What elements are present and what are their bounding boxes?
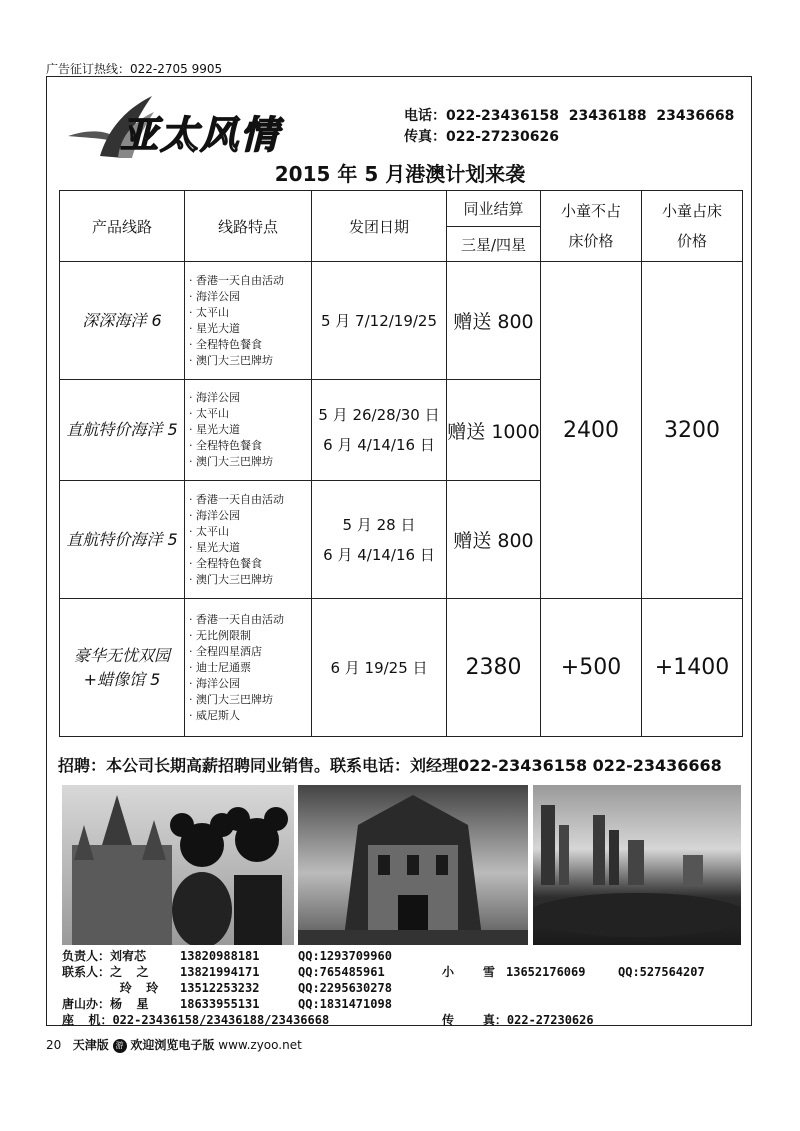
brand-badge-icon: 游 — [113, 1039, 127, 1053]
child-bed-price: +1400 — [642, 599, 743, 737]
header-settle-sub: 三星/四星 — [447, 227, 541, 262]
ruins-of-st-paul-photo — [298, 785, 528, 945]
settle-price: 赠送 800 — [447, 481, 541, 599]
fax-number: 022-27230626 — [446, 129, 559, 145]
page-footer — [46, 1036, 302, 1053]
table-header-row — [60, 191, 743, 227]
settle-price: 赠送 1000 — [447, 380, 541, 481]
route-features: · 香港一天自由活动 · 无比例限制 · 全程四星酒店 · 迪士尼通票 · 海洋公园 · 澳门大三巴牌坊 · 威尼斯人 — [185, 599, 312, 737]
departure-dates: 5 月 7/12/19/25 — [312, 262, 447, 380]
edition-label: 天津版 — [72, 1038, 109, 1052]
child-no-bed-price: 2400 — [541, 262, 642, 599]
departure-dates: 5 月 28 日 6 月 4/14/16 日 — [312, 481, 447, 599]
table-row — [60, 262, 743, 380]
header-dates: 发团日期 — [312, 191, 447, 262]
itinerary-table — [59, 190, 743, 737]
table-row — [60, 599, 743, 737]
route-name: 直航特价海洋 5 — [60, 481, 185, 599]
route-name: 深深海洋 6 — [60, 262, 185, 380]
route-features: · 香港一天自由活动 · 海洋公园 · 太平山 · 星光大道 · 全程特色餐食 · 澳门大三巴牌坊 — [185, 481, 312, 599]
slogan: 欢迎浏览电子版 — [130, 1038, 215, 1052]
route-features: · 海洋公园 · 太平山 · 星光大道 · 全程特色餐食 · 澳门大三巴牌坊 — [185, 380, 312, 481]
departure-dates: 5 月 26/28/30 日 6 月 4/14/16 日 — [312, 380, 447, 481]
route-features: · 香港一天自由活动 · 海洋公园 · 太平山 · 星光大道 · 全程特色餐食 · 澳门大三巴牌坊 — [185, 262, 312, 380]
page-number: 20 — [46, 1038, 62, 1052]
header-features: 线路特点 — [185, 191, 312, 262]
logo-wordmark: 亚太风情 — [120, 112, 281, 157]
contact-block — [404, 106, 734, 148]
child-no-bed-price: +500 — [541, 599, 642, 737]
recruit-notice: 招聘：本公司长期高薪招聘同业销售。联系电话：刘经理022-23436158 022-23436668 — [58, 756, 722, 775]
phone-label: 电话： — [404, 108, 446, 124]
header-child-bed: 小童占床价格 — [642, 191, 743, 262]
page-title: 2015 年 5 月港澳计划来袭 — [274, 162, 526, 186]
route-name: 豪华无忧双园+蜡像馆 5 — [60, 599, 185, 737]
header-child-no-bed: 小童不占床价格 — [541, 191, 642, 262]
route-name: 直航特价海洋 5 — [60, 380, 185, 481]
child-bed-price: 3200 — [642, 262, 743, 599]
phone-numbers: 022-23436158 23436188 23436668 — [446, 108, 735, 124]
fax-label: 传真： — [404, 129, 446, 145]
settle-price: 2380 — [447, 599, 541, 737]
disneyland-photo — [62, 785, 294, 945]
city-skyline-photo — [533, 785, 741, 945]
header-settle: 同业结算 — [447, 191, 541, 227]
site-link[interactable]: www.zyoo.net — [218, 1038, 302, 1052]
departure-dates: 6 月 19/25 日 — [312, 599, 447, 737]
ad-hotline: 广告征订热线：022-2705 9905 — [46, 62, 223, 76]
header-route: 产品线路 — [60, 191, 185, 262]
settle-price: 赠送 800 — [447, 262, 541, 380]
